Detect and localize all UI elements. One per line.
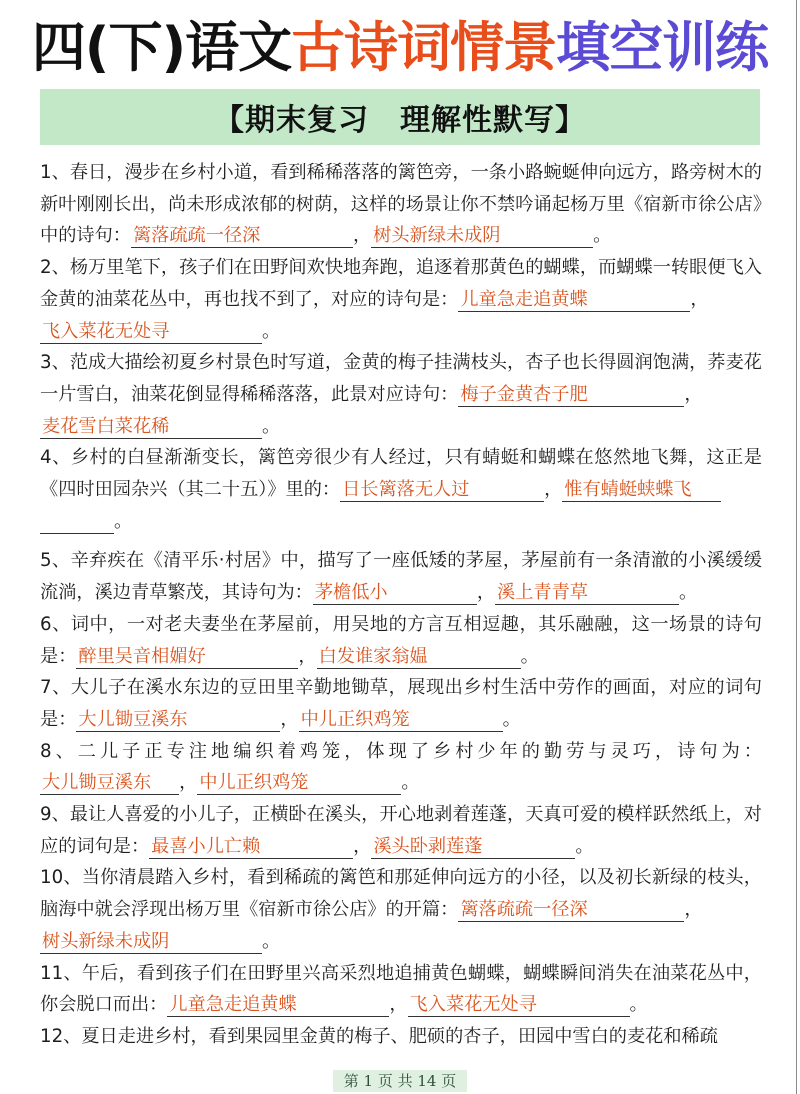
question-text: 6、词中，一对老夫妻坐在茅屋前，用吴地的方言互相逗趣，其乐融融，这一场景的诗句是： [40, 613, 762, 667]
question-item: 6、词中，一对老夫妻坐在茅屋前，用吴地的方言互相逗趣，其乐融融，这一场景的诗句是： 醉里吴音相媚好 ， 白发谁家翁媪 。 [40, 613, 762, 667]
question-text: 8、二儿子正专注地编织着鸡笼，体现了乡村少年的勤劳与灵巧，诗句为： [40, 740, 762, 762]
question-item: 4、乡村的白昼渐渐变长，篱笆旁很少有人经过，只有蜻蜓和蝴蝶在悠然地飞舞，这正是《四时田园杂兴（其二十五）》里的： 日长篱落无人过 ， 惟有蜻蜓蛱蝶飞 。 [40, 447, 762, 532]
answer-blank[interactable]: 中儿正织鸡笼 [197, 772, 401, 795]
question-item: 5、辛弃疾在《清平乐·村居》中，描写了一座低矮的茅屋，茅屋前有一条清澈的小溪缓缓流淌，溪边青草繁茂，其诗句为： 茅檐低小 ， 溪上青青草 。 [40, 550, 762, 604]
question-list [40, 157, 762, 1053]
answer-blank[interactable]: 大儿锄豆溪东 [40, 772, 179, 795]
question-text: 2、杨万里笔下，孩子们在田野间欢快地奔跑，追逐着那黄色的蝴蝶，而蝴蝶一转眼便飞入金黄的油菜花丛中，再也找不到了，对应的诗句是： [40, 257, 762, 310]
answer-blank[interactable]: 飞入菜花无处寻 [40, 321, 262, 344]
question-item: 11、午后，看到孩子们在田野里兴高采烈地追捕黄色蝴蝶，蝴蝶瞬间消失在油菜花丛中，你会脱口而出： 儿童急走追黄蝶 ， 飞入菜花无处寻 。 [40, 962, 762, 1016]
answer-blank[interactable]: 儿童急走追黄蝶 [167, 994, 389, 1017]
answer-blank[interactable]: 树头新绿未成阴 [40, 931, 262, 954]
answer-blank[interactable]: 大儿锄豆溪东 [76, 709, 280, 732]
title-topic: 古诗词情景 [291, 16, 557, 79]
question-text: 9、最让人喜爱的小儿子，正横卧在溪头，开心地剥着莲蓬，天真可爱的模样跃然纸上，对应的词句是： [40, 804, 762, 857]
question-item: 8、二儿子正专注地编织着鸡笼，体现了乡村少年的勤劳与灵巧，诗句为：大儿锄豆溪东 ， 中儿正织鸡笼 。 [40, 740, 762, 794]
page-number-footer: 第 1 页 共 14 页 [333, 1070, 467, 1092]
answer-blank[interactable]: 醉里吴音相媚好 [76, 646, 298, 669]
question-item: 1、春日，漫步在乡村小道，看到稀稀落落的篱笆旁，一条小路蜿蜒伸向远方，路旁树木的新叶刚刚长出，尚未形成浓郁的树荫，这样的场景让你不禁吟诵起杨万里《宿新市徐公店》中的诗句： 篱落疏疏一径深 ， 树头新绿未成阴 。 [40, 162, 762, 247]
subtitle-text: 【期末复习 理解性默写】 [214, 103, 586, 138]
question-text: 7、大儿子在溪水东边的豆田里辛勤地锄草，展现出乡村生活中劳作的画面，对应的词句是： [40, 677, 762, 730]
question-item: 7、大儿子在溪水东边的豆田里辛勤地锄草，展现出乡村生活中劳作的画面，对应的词句是： 大儿锄豆溪东 ， 中儿正织鸡笼 。 [40, 677, 762, 730]
question-item: 3、范成大描绘初夏乡村景色时写道，金黄的梅子挂满枝头，杏子也长得圆润饱满，荞麦花一片雪白，油菜花倒显得稀稀落落，此景对应诗句： 梅子金黄杏子肥 ， 麦花雪白菜花稀 。 [40, 352, 762, 437]
question-text: 10、当你清晨踏入乡村，看到稀疏的篱笆和那延伸向远方的小径，以及初长新绿的枝头，脑海中就会浮现出杨万里《宿新市徐公店》的开篇： [40, 867, 762, 921]
answer-blank[interactable]: 篱落疏疏一径深 [458, 899, 684, 922]
question-text: 11、午后，看到孩子们在田野里兴高采烈地追捕黄色蝴蝶，蝴蝶瞬间消失在油菜花丛中，你会脱口而出： [40, 962, 762, 1016]
subtitle-banner [40, 89, 760, 145]
answer-blank[interactable]: 中儿正织鸡笼 [299, 709, 503, 732]
answer-blank[interactable]: 溪头卧剥莲蓬 [371, 836, 575, 859]
answer-blank[interactable]: 篱落疏疏一径深 [131, 225, 353, 248]
title-exercise-type: 填空训练 [556, 16, 769, 79]
question-item [40, 1021, 762, 1053]
page-edge-divider [796, 0, 797, 1094]
answer-blank[interactable]: 茅檐低小 [313, 582, 477, 605]
question-text: 1、春日，漫步在乡村小道，看到稀稀落落的篱笆旁，一条小路蜿蜒伸向远方，路旁树木的新叶刚刚长出，尚未形成浓郁的树荫，这样的场景让你不禁吟诵起杨万里《宿新市徐公店》中的诗句： [40, 162, 762, 247]
answer-blank[interactable]: 飞入菜花无处寻 [408, 994, 630, 1017]
answer-blank[interactable]: 麦花雪白菜花稀 [40, 416, 262, 439]
question-item: 10、当你清晨踏入乡村，看到稀疏的篱笆和那延伸向远方的小径，以及初长新绿的枝头，脑海中就会浮现出杨万里《宿新市徐公店》的开篇： 篱落疏疏一径深 ， 树头新绿未成阴 。 [40, 867, 762, 952]
answer-blank[interactable]: 树头新绿未成阴 [371, 225, 593, 248]
answer-blank[interactable]: 梅子金黄杏子肥 [458, 384, 684, 407]
title-grade-subject: 四(下)语文 [31, 16, 292, 79]
answer-blank[interactable]: 日长篱落无人过 [340, 479, 544, 502]
question-item: 9、最让人喜爱的小儿子，正横卧在溪头，开心地剥着莲蓬，天真可爱的模样跃然纸上，对应的词句是： 最喜小儿亡赖 ， 溪头卧剥莲蓬 。 [40, 804, 762, 857]
answer-blank-continuation[interactable] [40, 511, 114, 534]
answer-blank[interactable]: 白发谁家翁媪 [317, 646, 521, 669]
question-text: 12、夏日走进乡村，看到果园里金黄的梅子、肥硕的杏子，田园中雪白的麦花和稀疏 [40, 1025, 718, 1047]
answer-blank[interactable]: 儿童急走追黄蝶 [458, 289, 690, 312]
question-item: 2、杨万里笔下，孩子们在田野间欢快地奔跑，追逐着那黄色的蝴蝶，而蝴蝶一转眼便飞入金黄的油菜花丛中，再也找不到了，对应的诗句是： 儿童急走追黄蝶 ， 飞入菜花无处寻 。 [40, 257, 762, 342]
answer-blank[interactable]: 惟有蜻蜓蛱蝶飞 [562, 479, 721, 502]
answer-blank[interactable]: 最喜小儿亡赖 [149, 836, 353, 859]
answer-blank[interactable]: 溪上青青草 [495, 582, 679, 605]
question-text: 5、辛弃疾在《清平乐·村居》中，描写了一座低矮的茅屋，茅屋前有一条清澈的小溪缓缓流淌，溪边青草繁茂，其诗句为： [40, 550, 762, 604]
page-title [0, 14, 800, 82]
question-text: 4、乡村的白昼渐渐变长，篱笆旁很少有人经过，只有蜻蜓和蝴蝶在悠然地飞舞，这正是《四时田园杂兴（其二十五）》里的： [40, 447, 762, 501]
question-text: 3、范成大描绘初夏乡村景色时写道，金黄的梅子挂满枝头，杏子也长得圆润饱满，荞麦花一片雪白，油菜花倒显得稀稀落落，此景对应诗句： [40, 352, 762, 405]
